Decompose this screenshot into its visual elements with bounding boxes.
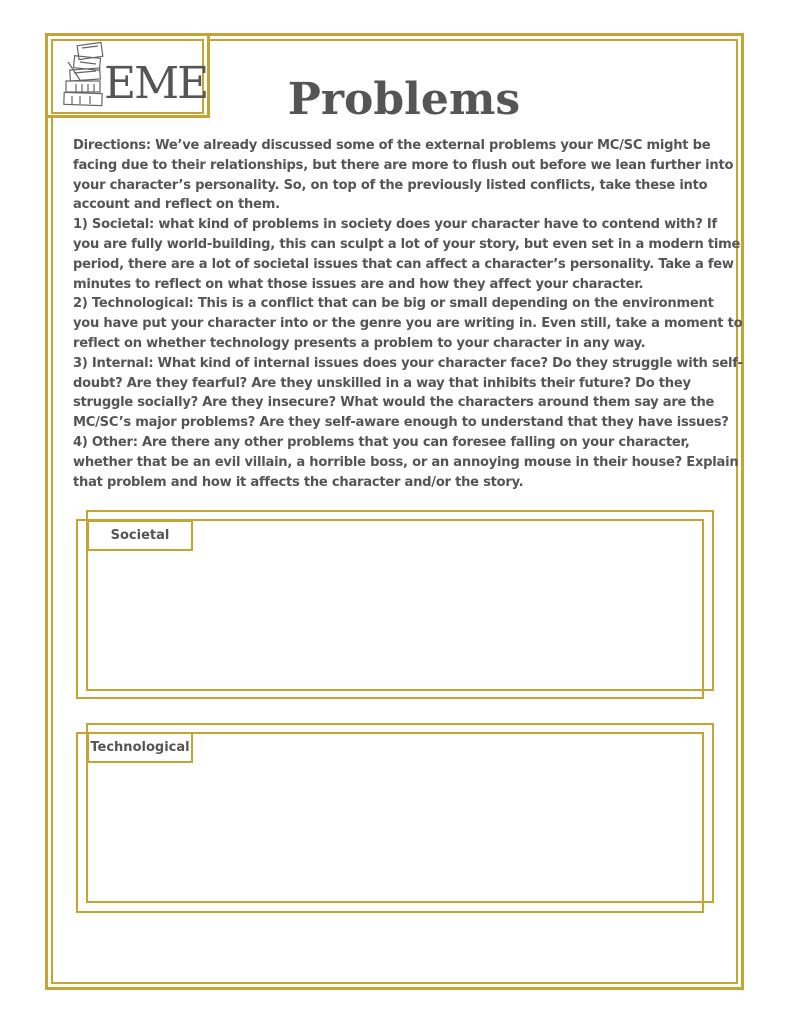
technological-answer-area[interactable]	[90, 766, 700, 901]
directions-item-technological: 2) Technological: This is a conflict that can be big or small depending on the environment you have put your character into or the genre you are writing in. Even still, take a moment to reflect on whether technology presents a problem to your character in any way.	[73, 296, 743, 351]
directions-item-societal: 1) Societal: what kind of problems in society does your character have to contend with? If you are fully world-building, this can sculpt a lot of your story, but even set in a modern time period, there are a lot of societal issues that can affect a character’s personality. Take a few minutes to reflect on what those issues are and how they affect your character.	[73, 217, 741, 292]
directions-item-internal: 3) Internal: What kind of internal issues does your character face? Do they struggle with self-doubt? Are they fearful? Are they unskilled in a way that inhibits their future? Do they struggle socially? Are they insecure? What would the characters around them say are the MC/SC’s major problems? Are they self-aware enough to understand that they have issues?	[73, 355, 743, 431]
directions-item-other: 4) Other: Are there any other problems that you can foresee falling on your character, whether that be an evil villain, a horrible boss, or an annoying mouse in their house? Explain that problem and how it affects the character and/or the story.	[73, 434, 739, 490]
societal-label: Societal	[87, 520, 193, 551]
logo-text: EME	[104, 58, 208, 109]
directions-intro: Directions: We’ve already discussed some of the external problems your MC/SC might be facing due to their relationships, but there are more to flush out before we lean further into your character’s personality. So, on top of the previously listed conflicts, take these into account and reflect on them.	[73, 138, 734, 213]
societal-answer-area[interactable]	[90, 553, 700, 688]
directions-text	[73, 136, 743, 492]
technological-label: Technological	[87, 732, 193, 763]
page-title: Problems	[287, 74, 521, 125]
